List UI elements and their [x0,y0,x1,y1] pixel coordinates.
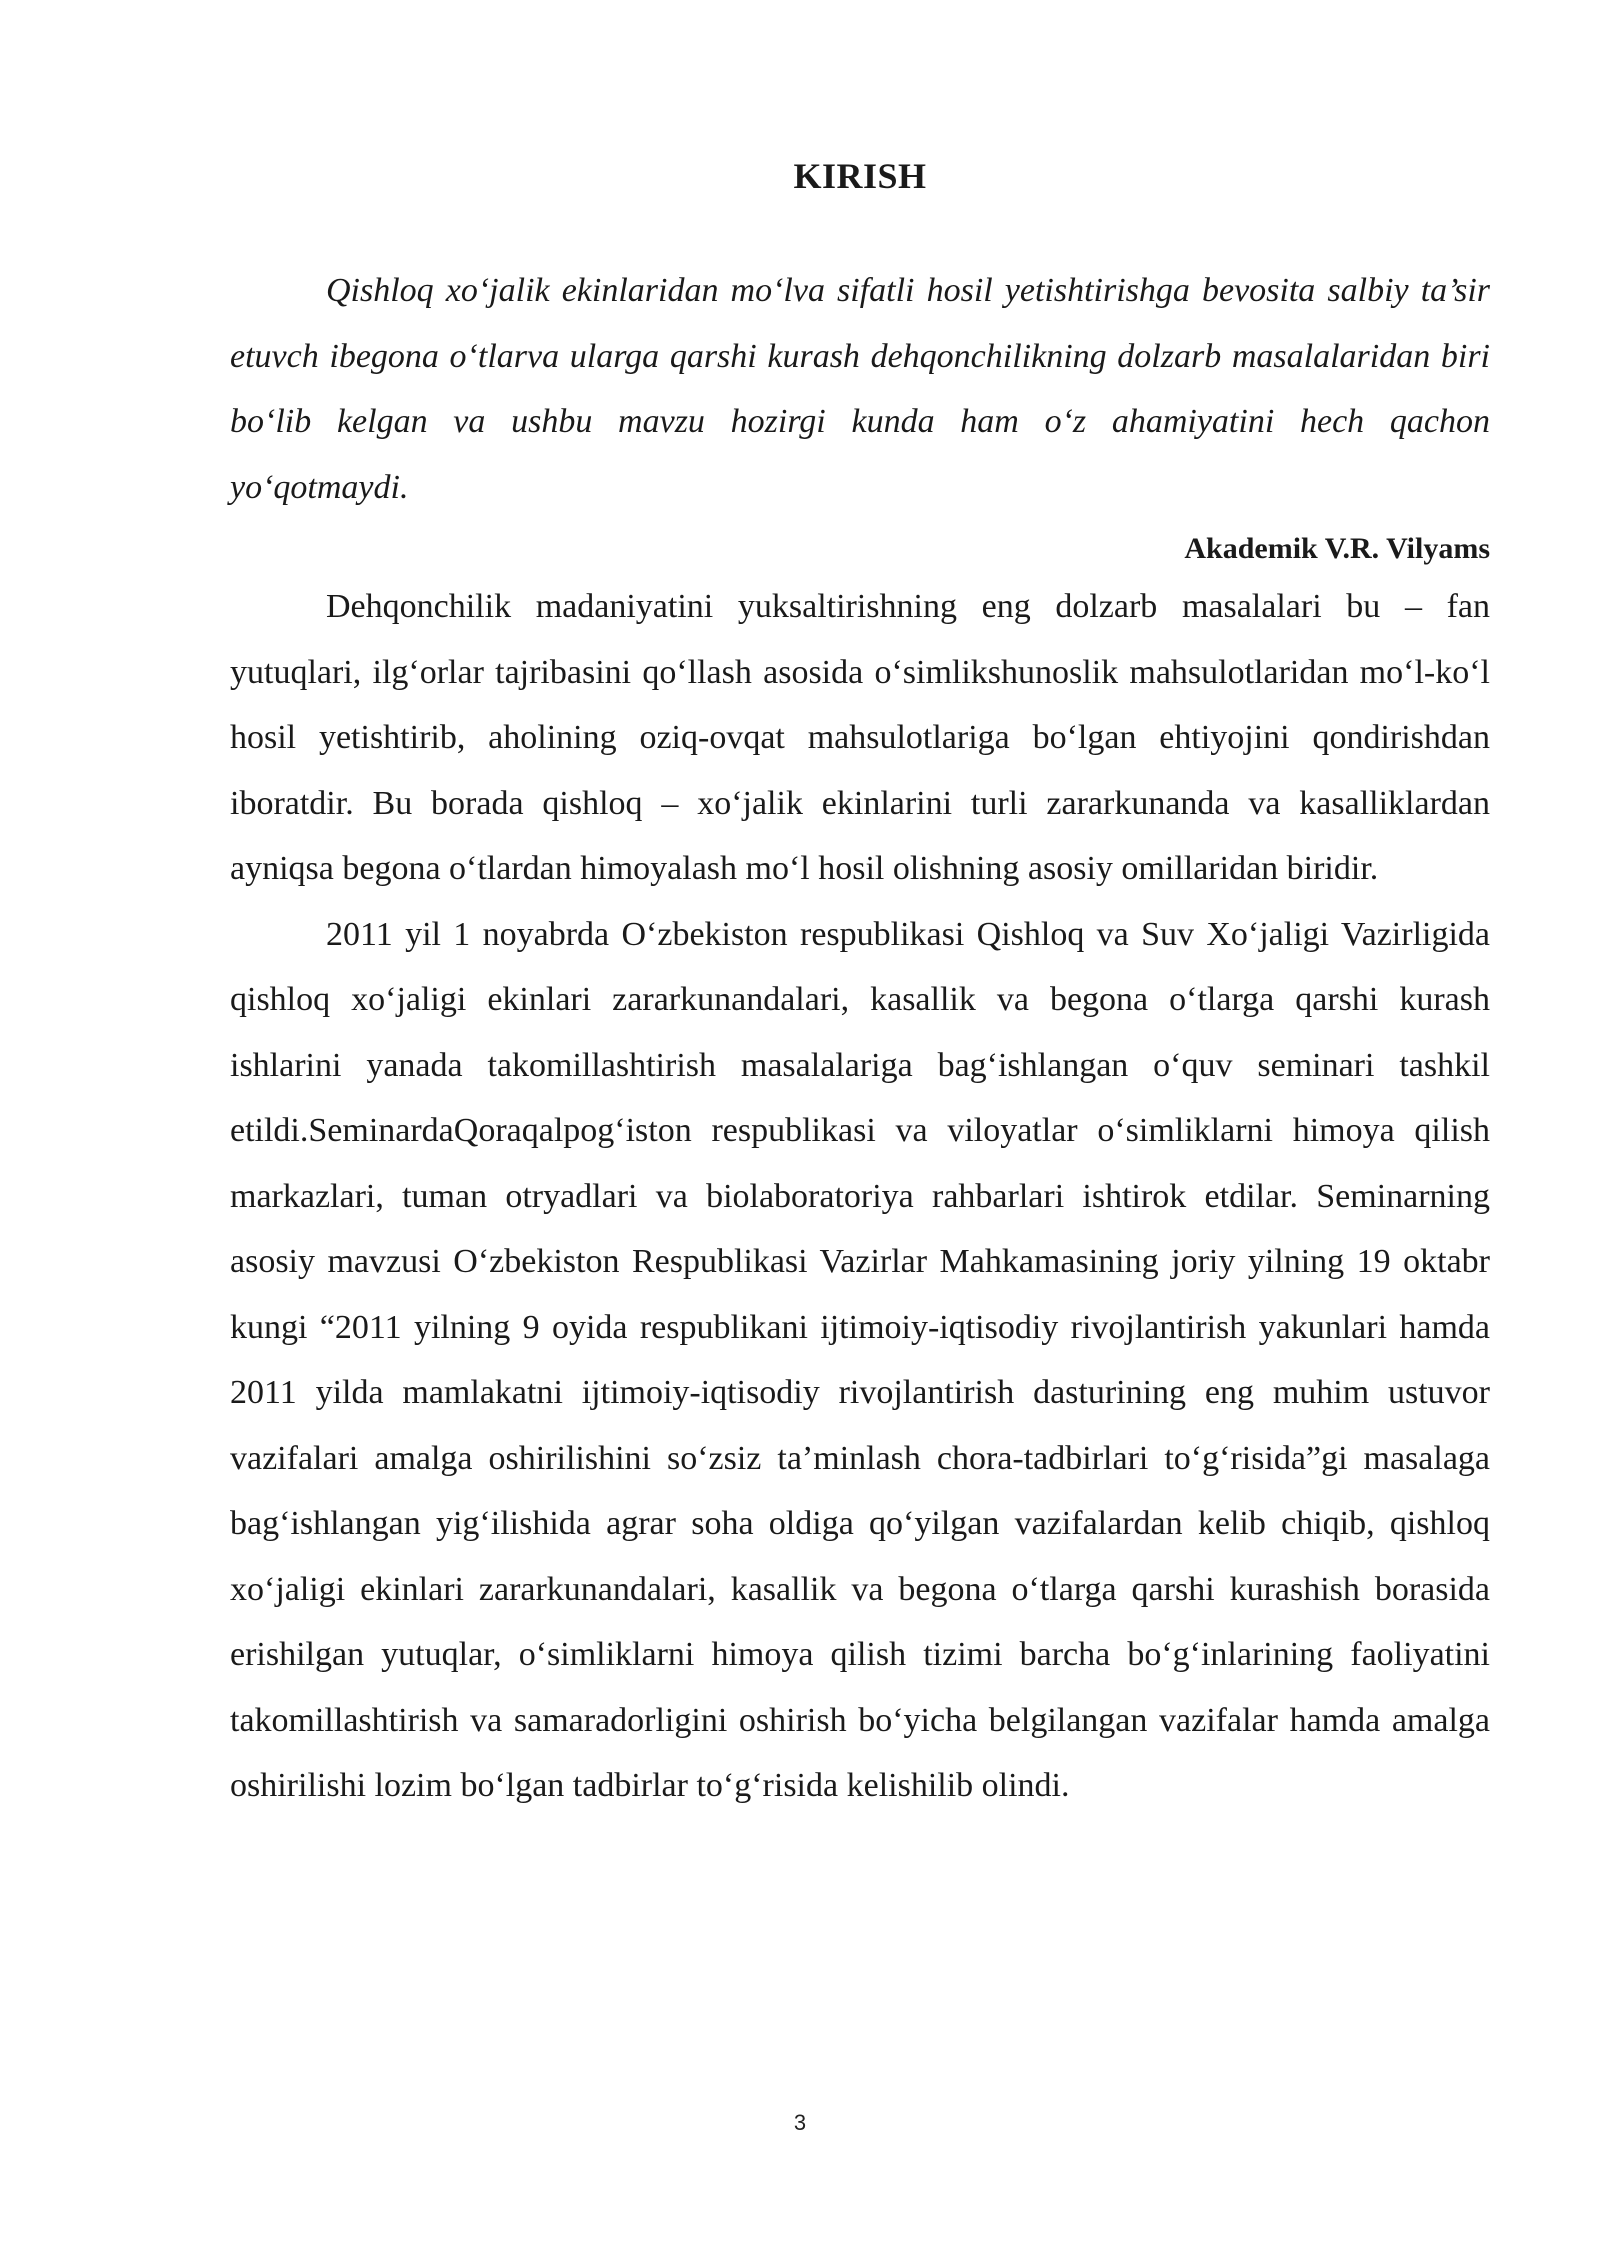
body-paragraph-2: 2011 yil 1 noyabrda O‘zbekiston respublikasi Qishloq va Suv Xo‘jaligi Vazirligida qishloq xo‘jaligi ekinlari zararkunandalari, kasallik va begona o‘tlarga qarshi kurash ishlarini yanada takomillashtirish masalalariga bag‘ishlangan o‘quv seminari tashkil etildi.SeminardaQoraqalpog‘iston respublikasi va viloyatlar o‘simliklarni himoya qilish markazlari, tuman otryadlari va biolaboratoriya rahbarlari ishtirok etdilar. Seminarning asosiy mavzusi O‘zbekiston Respublikasi Vazirlar Mahkamasining joriy yilning 19 oktabr kungi “2011 yilning 9 oyida respublikani ijtimoiy-iqtisodiy rivojlantirish yakunlari hamda 2011 yilda mamlakatni ijtimoiy-iqtisodiy rivojlantirish dasturining eng muhim ustuvor vazifalari amalga oshirilishini so‘zsiz ta’minlash chora-tadbirlari to‘g‘risida”gi masalaga bag‘ishlangan yig‘ilishida agrar soha oldiga qo‘yilgan vazifalardan kelib chiqib, qishloq xo‘jaligi ekinlari zararkunandalari, kasallik va begona o‘tlarga qarshi kurashish borasida erishilgan yutuqlar, o‘simliklarni himoya qilish tizimi barcha bo‘g‘inlarining faoliyatini takomillashtirish va samaradorligini oshirish bo‘yicha belgilangan vazifalar hamda amalga oshirilishi lozim bo‘lgan tadbirlar to‘g‘risida kelishilib olindi. [230,915,1490,1804]
page-title: KIRISH [793,156,927,196]
epigraph-quote: Qishloq xo‘jalik ekinlaridan mo‘lva sifatli hosil yetishtirishga bevosita salbiy ta’sir etuvch ibegona o‘tlarva ularga qarshi kurash dehqonchilikning dolzarb masalalaridan biri bo‘lib kelgan va ushbu mavzu hozirgi kunda ham o‘z ahamiyatini hech qachon yo‘qotmaydi. [230,272,1490,506]
page-number: 3 [793,2110,807,2135]
document-page [230,150,1490,1819]
body-paragraph-1: Dehqonchilik madaniyatini yuksaltirishning eng dolzarb masalalari bu – fan yutuqlari, ilg‘orlar tajribasini qo‘llash asosida o‘simlikshunoslik mahsulotlaridan mo‘l-ko‘l hosil yetishtirib, aholining oziq-ovqat mahsulotlariga bo‘lgan ehtiyojini qondirishdan iboratdir. Bu borada qishloq – xo‘jalik ekinlarini turli zararkunanda va kasalliklardan ayniqsa begona o‘tlardan himoyalash mo‘l hosil olishning asosiy omillaridan biridir. [230,588,1490,887]
epigraph-author: Akademik V.R. Vilyams [1184,532,1490,565]
